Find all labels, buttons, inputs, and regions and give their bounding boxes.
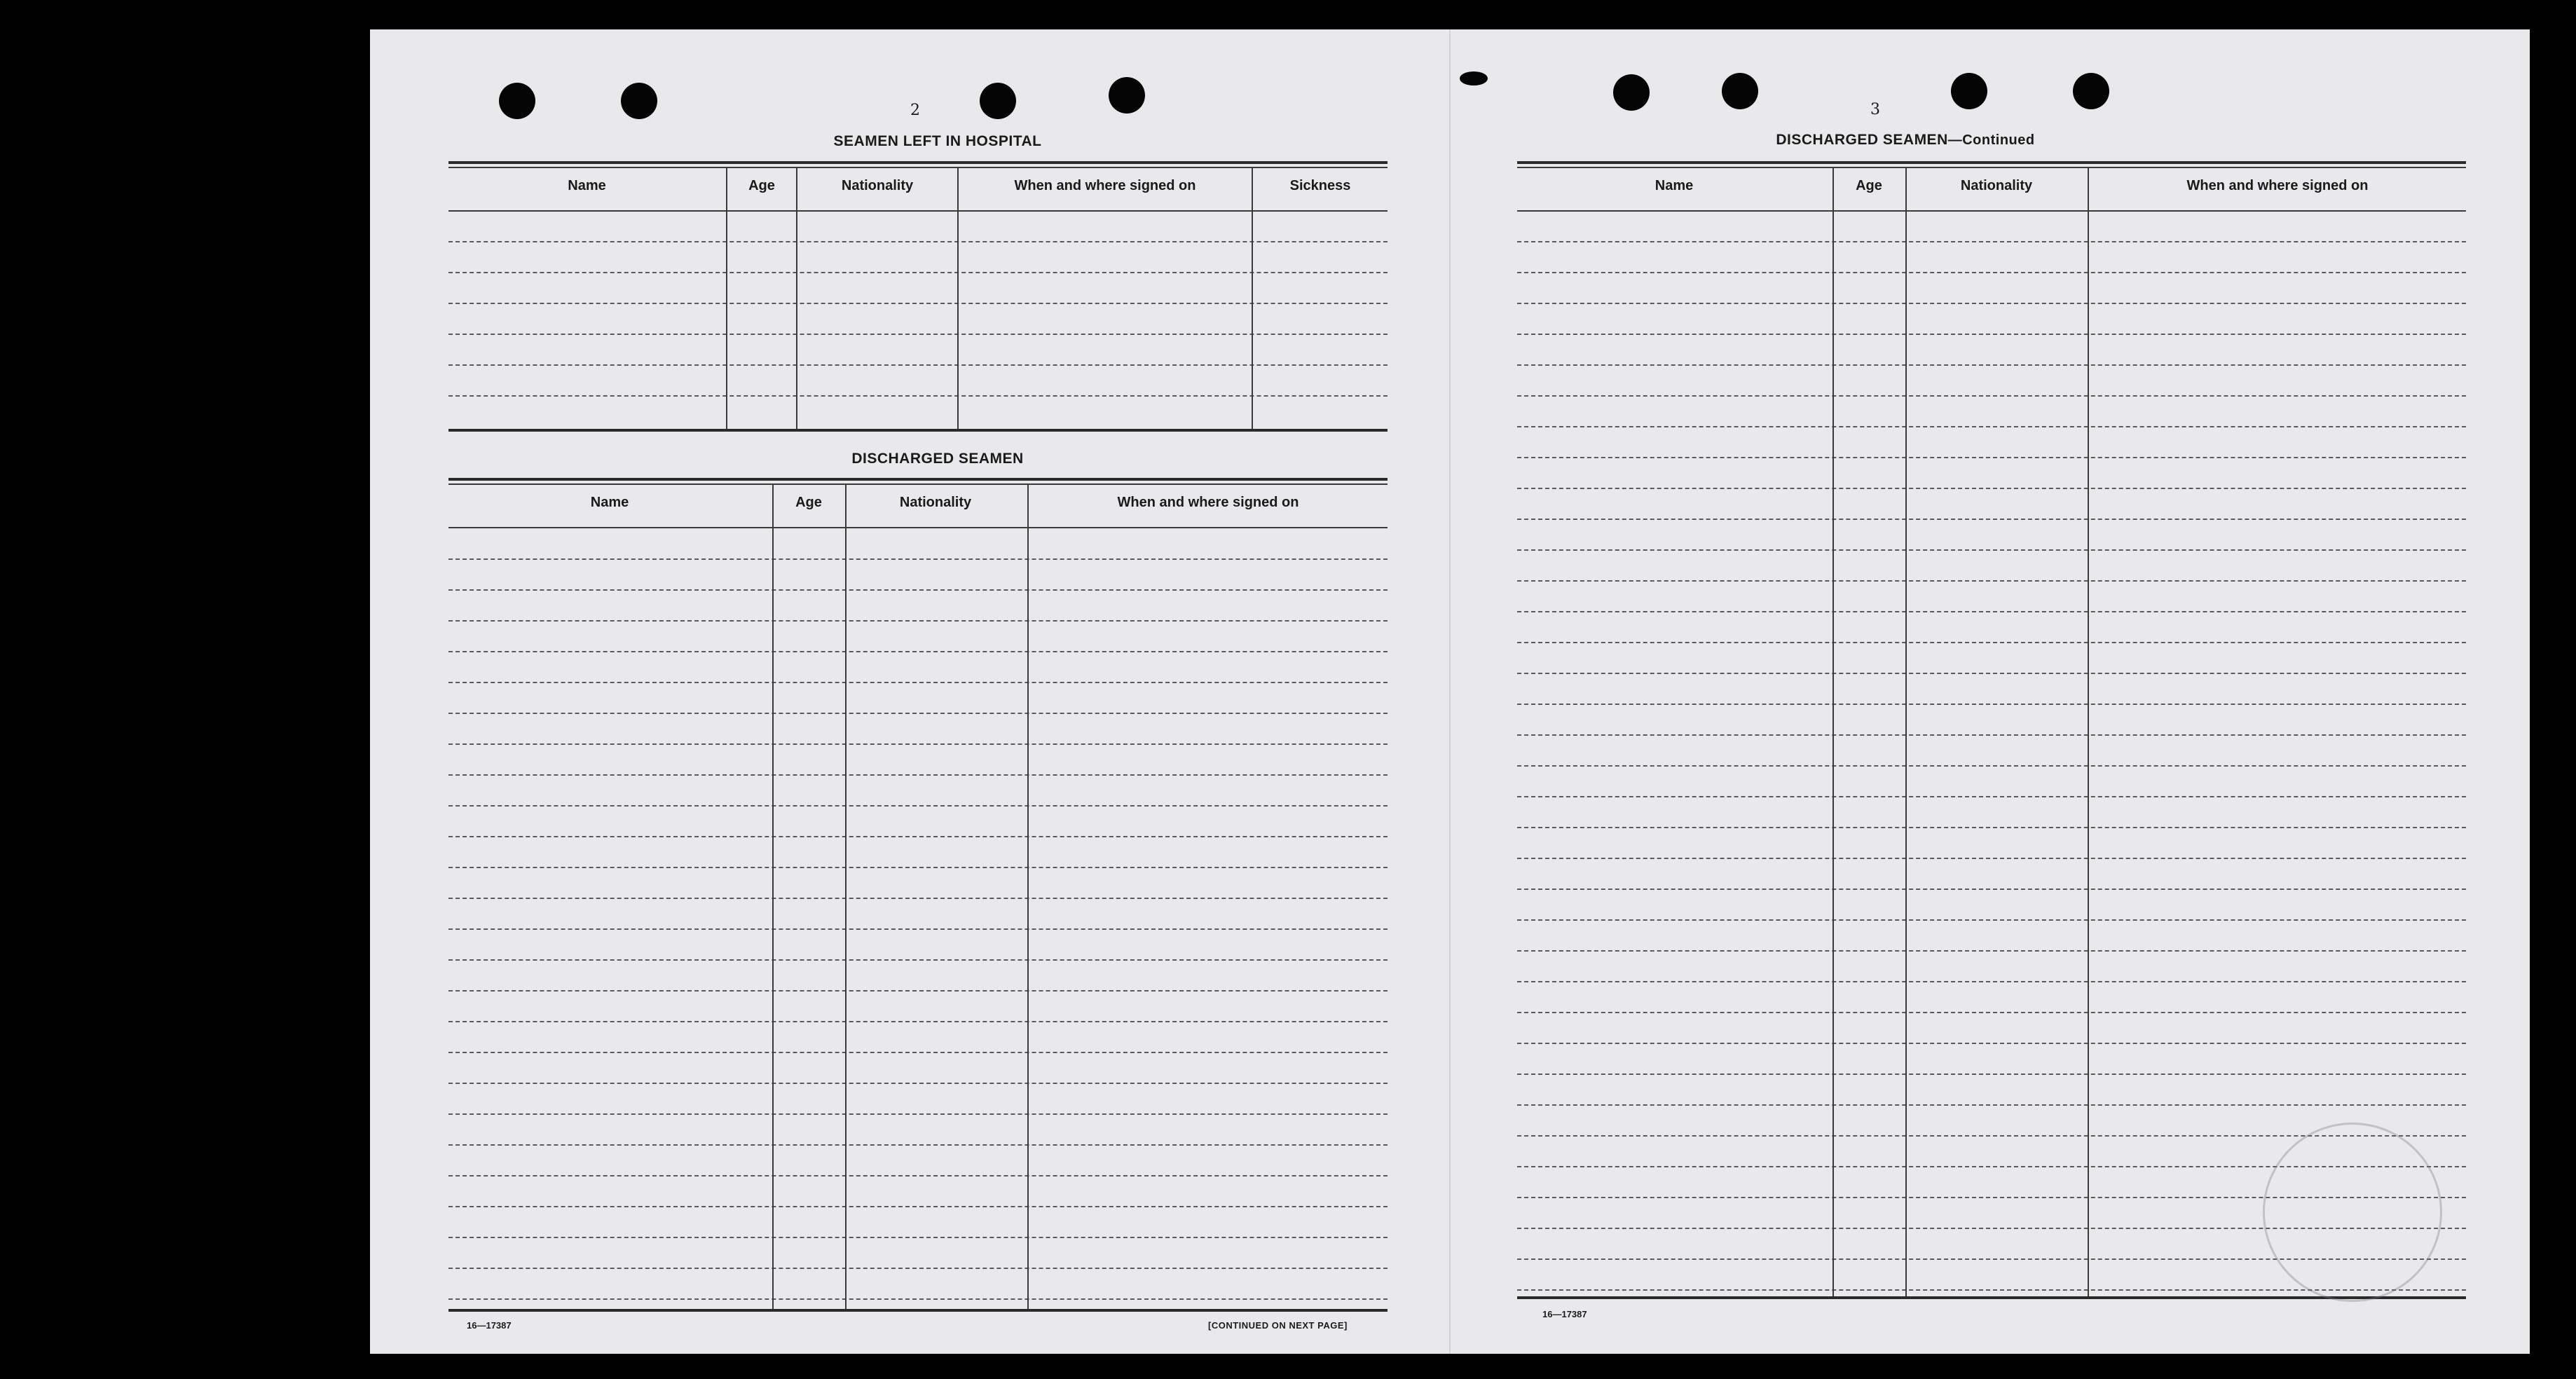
ruled-line (448, 651, 1388, 652)
ruled-line (1517, 580, 2466, 582)
divider (448, 210, 1388, 212)
continued-col-age: Age (1856, 178, 1882, 193)
punch-hole (980, 83, 1016, 119)
ruled-line (1517, 919, 2466, 921)
ruled-line (1517, 734, 2466, 736)
ruled-line (448, 272, 1388, 273)
ruled-line (448, 990, 1388, 992)
ruled-line (448, 558, 1388, 560)
discharged-col-nationality: Nationality (899, 495, 972, 510)
divider (1517, 161, 2466, 164)
ruled-line (1517, 457, 2466, 458)
ruled-line (448, 928, 1388, 930)
divider (448, 527, 1388, 528)
ruled-line (448, 743, 1388, 745)
divider (448, 478, 1388, 481)
hospital-col-sickness: Sickness (1289, 178, 1351, 193)
form-code: 16—17387 (467, 1320, 512, 1331)
ruled-line (448, 395, 1388, 397)
divider (1517, 167, 2466, 168)
ruled-line (448, 1268, 1388, 1269)
column-divider (726, 168, 727, 430)
column-divider (957, 168, 959, 430)
ruled-line (1517, 519, 2466, 520)
ruled-line (448, 1021, 1388, 1022)
ruled-line (448, 682, 1388, 683)
ruled-line (448, 867, 1388, 868)
ruled-line (1517, 1073, 2466, 1075)
column-divider (845, 485, 847, 1312)
ruled-line (448, 1237, 1388, 1238)
divider (448, 167, 1388, 168)
discharged-col-age: Age (795, 495, 822, 510)
column-divider (772, 485, 774, 1312)
divider (1517, 210, 2466, 212)
ruled-line (1517, 796, 2466, 797)
ruled-line (448, 836, 1388, 837)
ruled-line (1517, 364, 2466, 366)
ruled-line (1517, 704, 2466, 705)
ruled-line (448, 1298, 1388, 1300)
ruled-line (1517, 642, 2466, 643)
ruled-line (1517, 950, 2466, 952)
ruled-line (1517, 858, 2466, 859)
discharged-continued-title-suffix: —Continued (1947, 132, 2035, 148)
ruled-line (1517, 303, 2466, 304)
ruled-line (448, 1083, 1388, 1084)
column-divider (1832, 168, 1834, 1299)
hospital-col-age: Age (748, 178, 775, 193)
page-number: 3 (1870, 101, 1880, 118)
column-divider (1027, 485, 1029, 1312)
ruled-line (448, 1175, 1388, 1176)
ruled-line (1517, 395, 2466, 397)
ruled-line (1517, 488, 2466, 489)
divider (448, 161, 1388, 164)
continued-col-nationality: Nationality (1960, 178, 2033, 193)
page-number: 2 (910, 102, 920, 119)
punch-hole (1109, 77, 1145, 114)
ruled-line (448, 805, 1388, 807)
ruled-line (1517, 1043, 2466, 1044)
discharged-continued-title (1709, 132, 2102, 149)
discharged-col-signed-on: When and where signed on (1117, 495, 1299, 510)
ruled-line (448, 303, 1388, 304)
punch-hole (1951, 73, 1987, 109)
ruled-line (1517, 673, 2466, 674)
punch-hole (621, 83, 657, 119)
ruled-line (1517, 1104, 2466, 1106)
hospital-col-signed-on: When and where signed on (1014, 178, 1196, 193)
ruled-line (448, 589, 1388, 591)
ruled-line (448, 620, 1388, 622)
ruled-line (1517, 611, 2466, 612)
punch-hole (1722, 73, 1758, 109)
punch-hole (2073, 73, 2109, 109)
hospital-section-title: SEAMEN LEFT IN HOSPITAL (833, 133, 1042, 149)
ruled-line (1517, 426, 2466, 427)
ruled-line (1517, 334, 2466, 335)
ruled-line (1517, 827, 2466, 828)
column-divider (1905, 168, 1907, 1299)
column-divider (796, 168, 797, 430)
continued-col-signed-on: When and where signed on (2186, 178, 2369, 193)
ruled-line (448, 364, 1388, 366)
ruled-line (448, 241, 1388, 242)
discharged-continued-title-main: DISCHARGED SEAMEN (1776, 132, 1948, 148)
ruled-line (448, 334, 1388, 335)
column-divider (1252, 168, 1253, 430)
continued-col-name: Name (1654, 178, 1694, 193)
ruled-line (448, 1113, 1388, 1115)
divider (448, 1309, 1388, 1312)
column-divider (2088, 168, 2089, 1299)
ruled-line (448, 713, 1388, 714)
left-page (370, 29, 1450, 1354)
ruled-line (448, 774, 1388, 776)
ruled-line (1517, 981, 2466, 982)
divider (448, 429, 1388, 432)
ruled-line (448, 1144, 1388, 1146)
punch-hole (499, 83, 535, 119)
ruled-line (448, 1052, 1388, 1053)
ruled-line (1517, 549, 2466, 551)
discharged-section-title: DISCHARGED SEAMEN (851, 451, 1024, 467)
ruled-line (448, 1206, 1388, 1207)
faded-stamp (2263, 1123, 2442, 1302)
right-page (1450, 29, 2530, 1354)
form-code: 16—17387 (1542, 1309, 1587, 1319)
continued-note: [CONTINUED ON NEXT PAGE] (1208, 1320, 1348, 1331)
scanned-document (370, 29, 2530, 1354)
divider (448, 483, 1388, 485)
ruled-line (1517, 1012, 2466, 1013)
ruled-line (448, 898, 1388, 899)
punch-hole (1460, 71, 1488, 85)
ruled-line (1517, 889, 2466, 890)
ruled-line (1517, 272, 2466, 273)
ruled-line (448, 959, 1388, 961)
hospital-col-name: Name (568, 178, 606, 193)
ruled-line (1517, 765, 2466, 767)
hospital-col-nationality: Nationality (841, 178, 914, 193)
punch-hole (1613, 74, 1650, 111)
discharged-col-name: Name (590, 495, 629, 510)
ruled-line (1517, 241, 2466, 242)
